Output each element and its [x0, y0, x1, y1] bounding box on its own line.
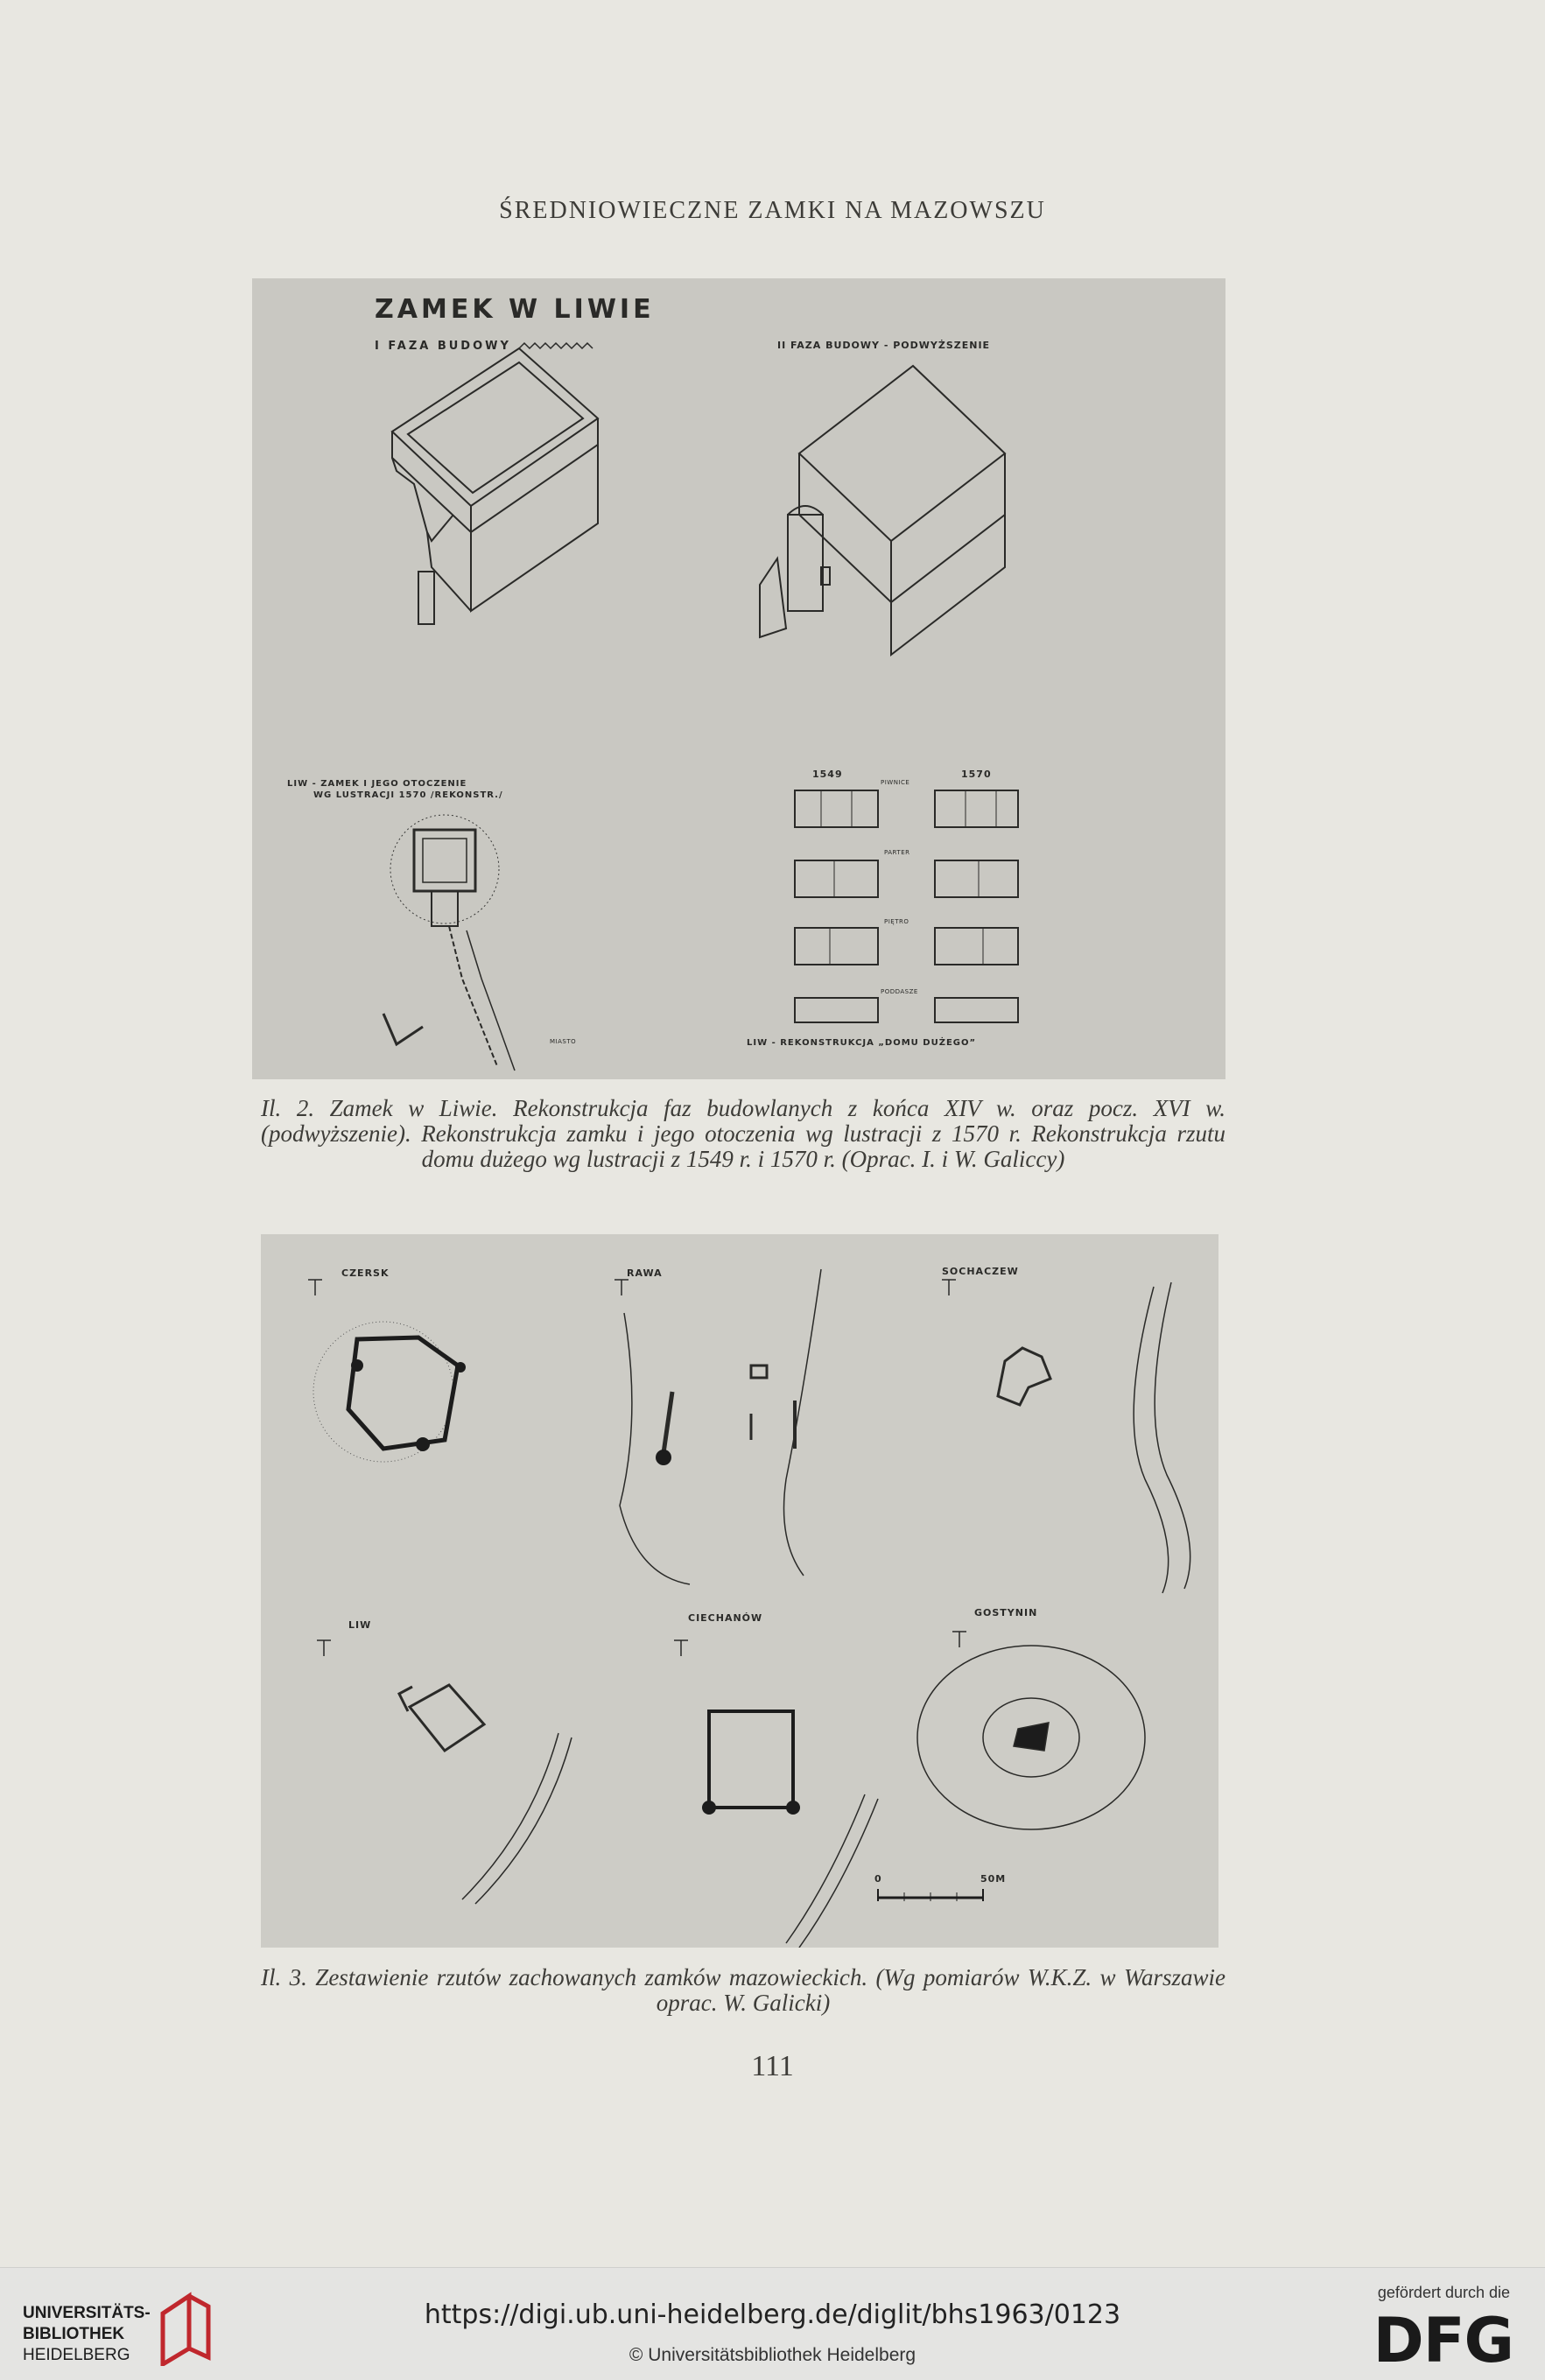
plate-title: ZAMEK W LIWIE [375, 294, 655, 325]
figure-castle-plans [261, 1234, 1218, 1948]
year-1549: 1549 [812, 769, 843, 780]
phase2-label: II FAZA BUDOWY - PODWYŻSZENIE [777, 340, 991, 351]
logo-line3: HEIDELBERG [23, 2346, 130, 2364]
year-1570: 1570 [961, 769, 992, 780]
label-rawa: RAWA [627, 1267, 663, 1279]
phase1-label: I FAZA BUDOWY [375, 340, 511, 353]
level-piwnice: PIWNICE [881, 779, 910, 786]
funded-by-text: gefördert durch die [1377, 2284, 1510, 2301]
dfg-logo[interactable]: DFG [1373, 2305, 1513, 2376]
site-plan-miasto: MIASTO [550, 1038, 577, 1045]
logo-line1: UNIVERSITÄTS- [23, 2304, 151, 2322]
figure-liw-reconstruction [252, 278, 1225, 1079]
site-plan-title: LIW - ZAMEK I JEGO OTOCZENIE [287, 779, 467, 789]
plan-gostynin [917, 1646, 1145, 1829]
scale-bar [878, 1889, 983, 1901]
level-poddasze: PODDASZE [881, 988, 918, 995]
isometric-phase2-drawing [760, 366, 1005, 655]
castle-plans-drawing [261, 1234, 1218, 1948]
level-pietro: PIĘTRO [884, 918, 909, 925]
plan-czersk [313, 1322, 466, 1462]
plan-ciechanow [702, 1711, 878, 1948]
plan-rawa [620, 1269, 821, 1584]
site-plan-subtitle: WG LUSTRACJI 1570 /REKONSTR./ [313, 790, 503, 800]
label-gostynin: GOSTYNIN [974, 1607, 1038, 1618]
plan-liw [399, 1685, 572, 1904]
label-czersk: CZERSK [341, 1267, 390, 1279]
scale-end: 50M [980, 1873, 1007, 1885]
page-number: 111 [751, 2050, 794, 2082]
label-liw: LIW [348, 1619, 372, 1631]
permalink-url[interactable]: https://digi.ub.uni-heidelberg.de/diglit/bhs1963/0123 [424, 2299, 1121, 2330]
logo-line2: BIBLIOTHEK [23, 2325, 125, 2343]
figure-caption-il3: Il. 3. Zestawienie rzutów zachowanych zamków mazowieckich. (Wg pomiarów W.K.Z. w Warszawie oprac. W. Galicki) [261, 1964, 1225, 2016]
viewer-footer [0, 2267, 1545, 2380]
running-head: ŚREDNIOWIECZNE ZAMKI NA MAZOWSZU [499, 197, 1046, 224]
copyright-notice: © Universitätsbibliothek Heidelberg [629, 2345, 916, 2365]
label-ciechanow: CIECHANÓW [688, 1612, 763, 1624]
scale-zero: 0 [874, 1873, 882, 1885]
liw-drawings [252, 278, 1225, 1079]
plan-sochaczew [998, 1282, 1190, 1593]
figure-caption-il2: Il. 2. Zamek w Liwie. Rekonstrukcja faz budowlanych z końca XIV w. oraz pocz. XVI w. (podwyższenie). Rekonstrukcja zamku i jego otoczenia wg lustracji z 1570 r. Rekonstrukcja rzutu domu dużego wg lustracji z 1549 r. i 1570 r. (Oprac. I. i W. Galiccy) [261, 1095, 1225, 1172]
isometric-phase1-drawing [392, 343, 598, 624]
level-parter: PARTER [884, 849, 910, 856]
dom-duzy-label: LIW - REKONSTRUKCJA „DOMU DUŻEGO” [747, 1038, 977, 1048]
site-plan-drawing [383, 815, 515, 1071]
label-sochaczew: SOCHACZEW [942, 1266, 1019, 1277]
